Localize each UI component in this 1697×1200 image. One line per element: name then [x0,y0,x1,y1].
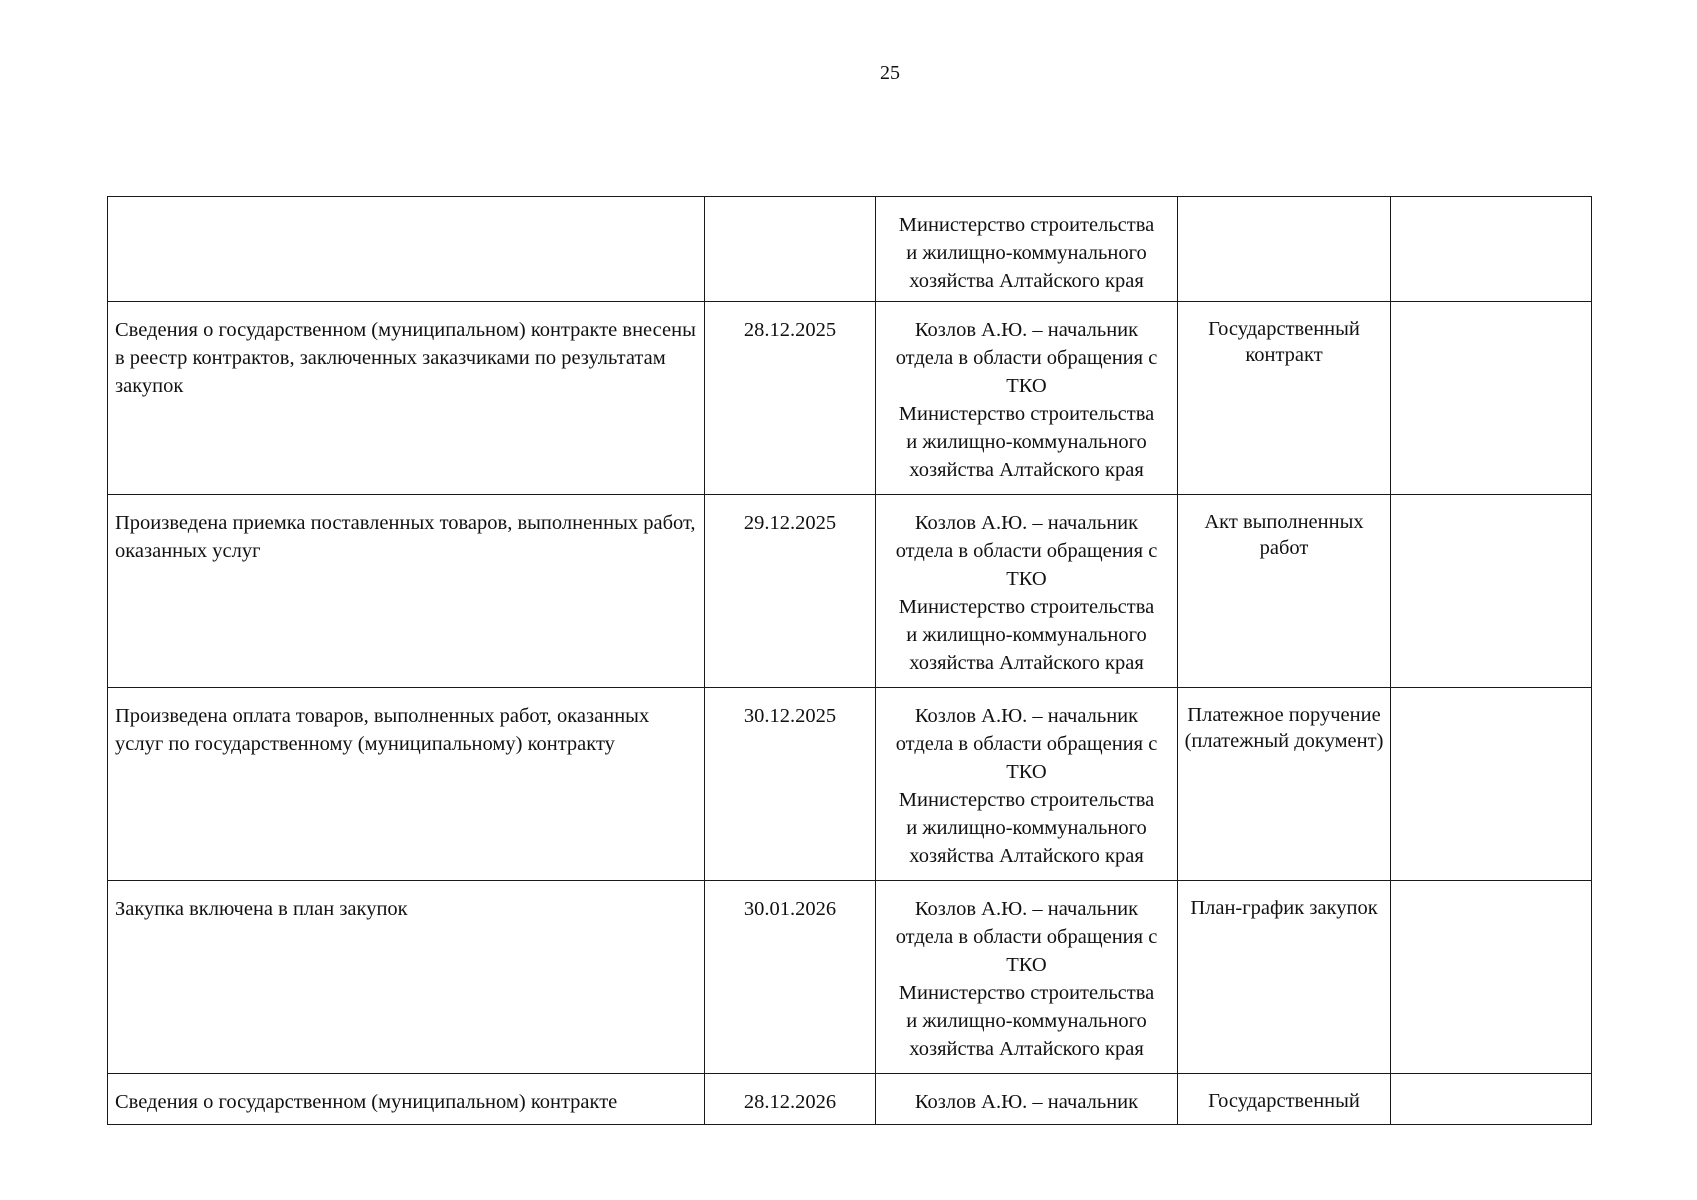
responsible-line: ТКО [1006,568,1047,590]
responsible-line: и жилищно-коммунального [906,624,1147,646]
note-cell [1391,688,1592,881]
event-cell: Закупка включена в план закупок [108,881,705,1074]
event-cell: Произведена оплата товаров, выполненных работ, оказанных услуг по государственному (муниципальному) контракту [108,688,705,881]
responsible-line: Козлов А.Ю. – начальник [914,705,1139,727]
responsible-line: Козлов А.Ю. – начальник [914,319,1139,341]
responsible-cell [876,495,1178,688]
responsible-line: Козлов А.Ю. – начальник [914,1091,1139,1113]
page-number: 25 [880,62,900,84]
date-cell: 29.12.2025 [705,495,876,688]
responsible-line: Козлов А.Ю. – начальник [914,512,1139,534]
responsible-cell [876,197,1178,302]
document-cell: Платежное поручение (платежный документ) [1178,688,1391,881]
note-cell [1391,1074,1592,1125]
table-row [108,495,1592,688]
note-cell [1391,495,1592,688]
table-row [108,302,1592,495]
table-row [108,1074,1592,1125]
responsible-line: Министерство строительства [898,214,1155,236]
document-cell [1178,197,1391,302]
table-row [108,197,1592,302]
responsible-cell [876,881,1178,1074]
event-cell: Сведения о государственном (муниципальном) контракте внесены в реестр контрактов, заключенных заказчиками по результатам закупок [108,302,705,495]
responsible-line: и жилищно-коммунального [906,1010,1147,1032]
responsible-line: хозяйства Алтайского края [909,652,1144,674]
responsible-line: и жилищно-коммунального [906,431,1147,453]
control-points-table [107,196,1592,1125]
responsible-line: Министерство строительства [898,596,1155,618]
responsible-line: Министерство строительства [898,403,1155,425]
document-cell: Акт выполненных работ [1178,495,1391,688]
responsible-line: Козлов А.Ю. – начальник [914,898,1139,920]
responsible-cell [876,1074,1178,1125]
event-cell [108,197,705,302]
responsible-line: хозяйства Алтайского края [909,1038,1144,1060]
table-row [108,881,1592,1074]
event-cell: Сведения о государственном (муниципальном) контракте [108,1074,705,1125]
responsible-line: ТКО [1006,375,1047,397]
date-cell: 28.12.2026 [705,1074,876,1125]
date-cell: 30.01.2026 [705,881,876,1074]
date-cell: 30.12.2025 [705,688,876,881]
date-cell [705,197,876,302]
responsible-line: ТКО [1006,954,1047,976]
note-cell [1391,881,1592,1074]
event-cell: Произведена приемка поставленных товаров, выполненных работ, оказанных услуг [108,495,705,688]
responsible-line: хозяйства Алтайского края [909,270,1144,292]
document-cell: План-график закупок [1178,881,1391,1074]
responsible-line: отдела в области обращения с [895,926,1158,948]
responsible-line: Министерство строительства [898,982,1155,1004]
note-cell [1391,302,1592,495]
responsible-line: и жилищно-коммунального [906,242,1147,264]
responsible-cell [876,688,1178,881]
responsible-line: хозяйства Алтайского края [909,459,1144,481]
responsible-line: ТКО [1006,761,1047,783]
document-cell: Государственный контракт [1178,302,1391,495]
note-cell [1391,197,1592,302]
responsible-line: отдела в области обращения с [895,540,1158,562]
responsible-line: хозяйства Алтайского края [909,845,1144,867]
date-cell: 28.12.2025 [705,302,876,495]
responsible-cell [876,302,1178,495]
responsible-line: и жилищно-коммунального [906,817,1147,839]
responsible-line: отдела в области обращения с [895,347,1158,369]
responsible-line: Министерство строительства [898,789,1155,811]
document-cell: Государственный [1178,1074,1391,1125]
table-row [108,688,1592,881]
responsible-line: отдела в области обращения с [895,733,1158,755]
